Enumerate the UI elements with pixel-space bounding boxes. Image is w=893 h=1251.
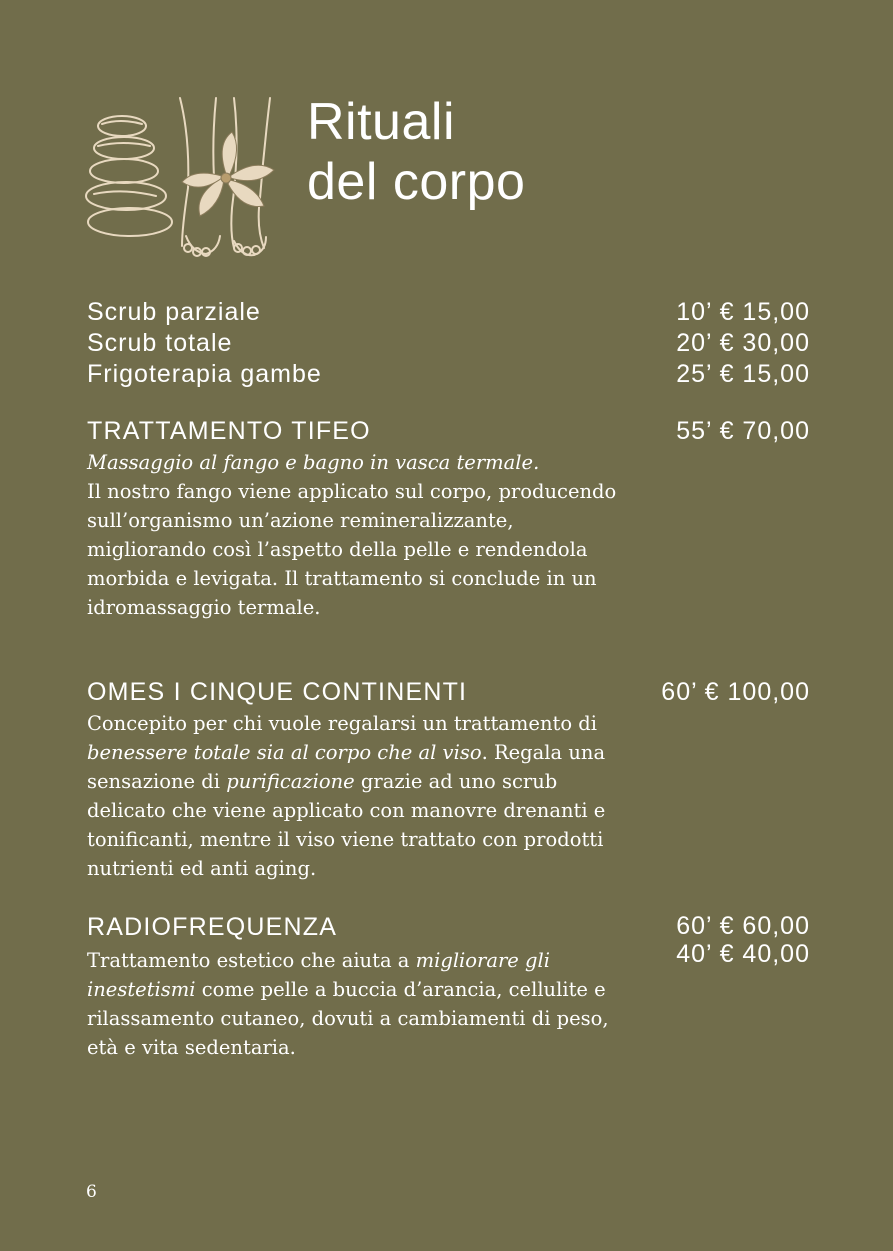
treatment-name: RADIOFREQUENZA [87,913,338,941]
service-price: 25’ € 15,00 [676,360,810,388]
service-price: 10’ € 15,00 [676,298,810,326]
treatment-subtitle: Massaggio al fango e bagno in vasca termale. [87,451,540,474]
treatment-price: 60’ € 60,00 [676,912,810,940]
simple-services-list [87,297,810,390]
description-text: come pelle a buccia d’arancia, cellulite e rilassamento cutaneo, dovuti a cambiamenti di peso, età e vita sedentaria. [87,978,609,1059]
treatment-tifeo [87,416,810,622]
description-emphasis: benessere totale sia al corpo che al viso [87,741,482,764]
list-item [87,297,810,328]
description-text: grazie ad uno scrub delicato che viene applicato con manovre drenanti e tonificanti, mentre il viso viene trattato con prodotti nutrienti ed anti aging. [87,770,606,880]
description-emphasis: migliorare gli inestetismi [87,949,550,1001]
service-name: Frigoterapia gambe [87,360,322,388]
treatment-omes [87,677,810,883]
treatment-price: 55’ € 70,00 [676,417,810,445]
description-text: Trattamento estetico che aiuta a [87,949,416,972]
treatment-description [87,709,632,883]
service-name: Scrub parziale [87,298,261,326]
list-item [87,328,810,359]
service-price: 20’ € 30,00 [676,329,810,357]
treatment-name: TRATTAMENTO TIFEO [87,417,371,445]
treatment-description [87,946,627,1062]
description-text: . Regala una sensazione di [87,741,606,793]
page-title-line1: Rituali [307,93,455,151]
page-title [307,92,525,212]
list-item [87,359,810,390]
treatment-price: 60’ € 100,00 [661,678,810,706]
treatment-description: Il nostro fango viene applicato sul corpo, producendo sull’organismo un’azione remineralizzante, migliorando così l’aspetto della pelle e rendendola morbida e levigata. Il trattamento si conclude in un idromassaggio termale. [87,480,617,619]
treatment-name: OMES I CINQUE CONTINENTI [87,678,468,706]
treatment-prices [676,912,810,968]
description-emphasis: purificazione [226,770,355,793]
description-text: Concepito per chi vuole regalarsi un trattamento di [87,712,597,735]
stones-feet-flower-icon [84,96,294,262]
page-number: 6 [86,1182,97,1202]
page-title-line2: del corpo [307,153,526,211]
treatment-radiofrequenza [87,912,810,1062]
service-name: Scrub totale [87,329,233,357]
treatment-price: 40’ € 40,00 [676,940,810,968]
